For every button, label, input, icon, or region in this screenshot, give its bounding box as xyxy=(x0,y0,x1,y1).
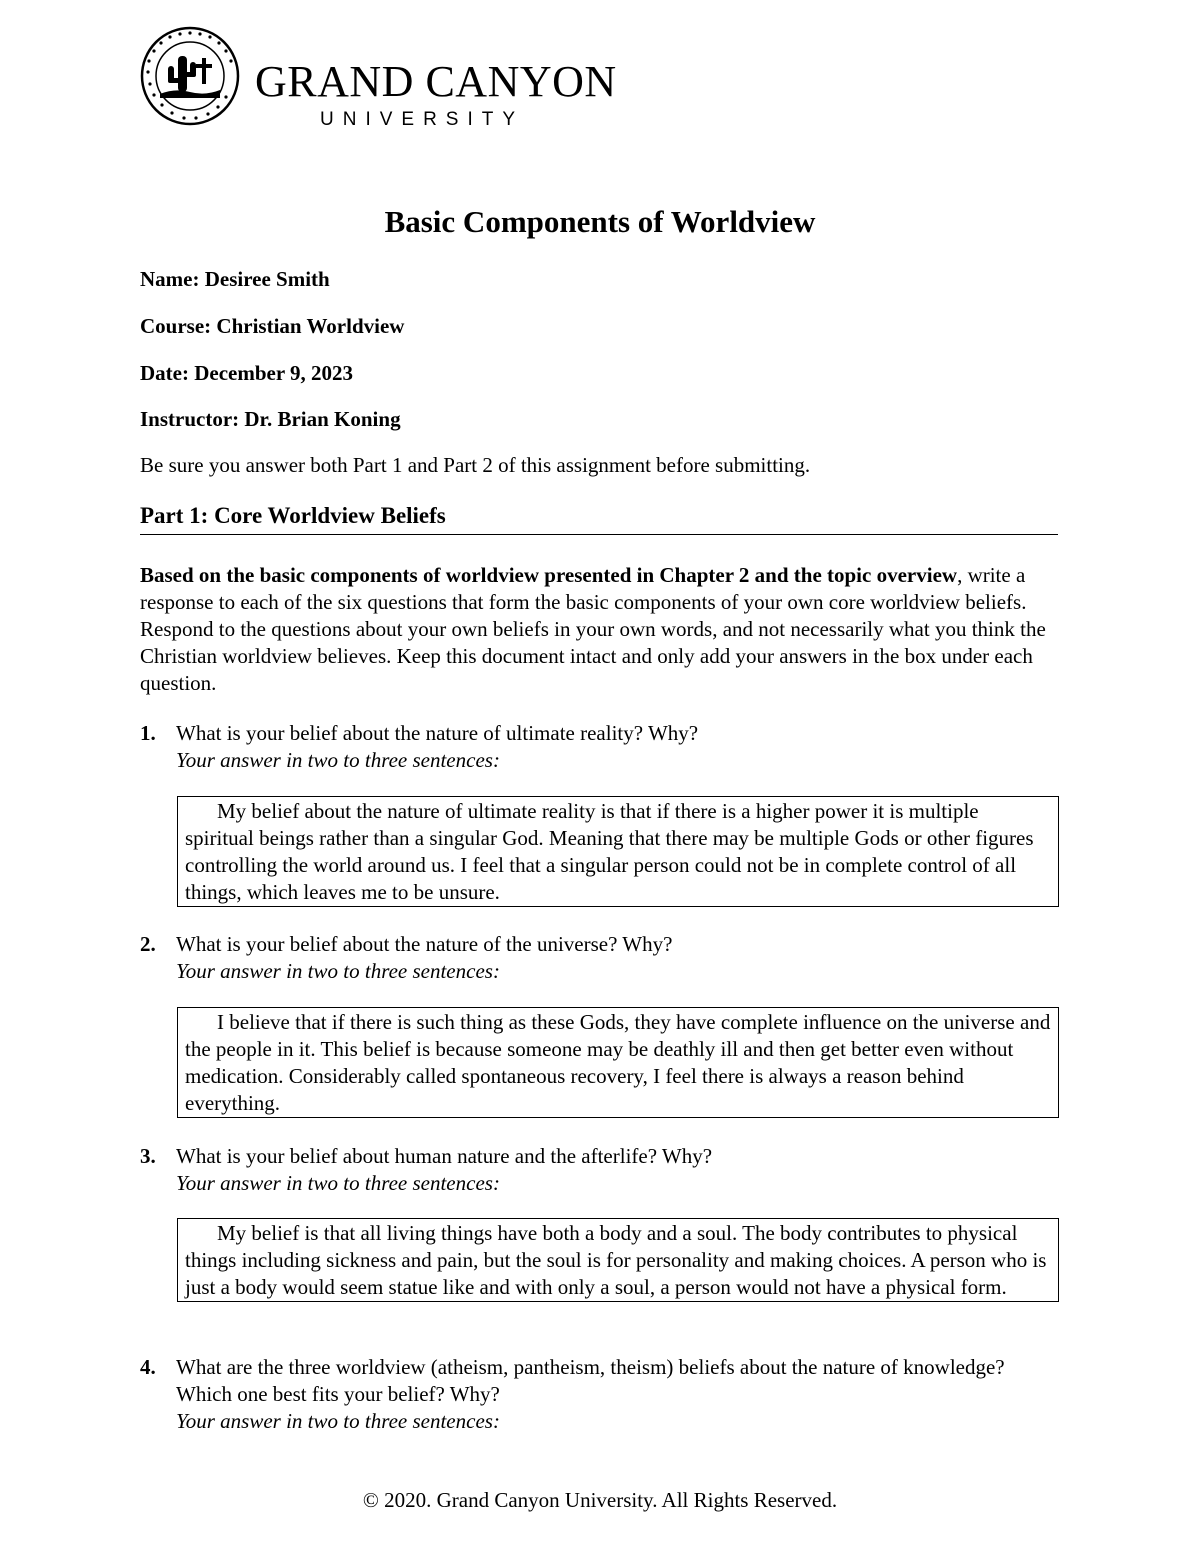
question-text: What is your belief about the nature of the universe? Why? xyxy=(176,932,673,956)
question-text: What is your belief about human nature and the afterlife? Why? xyxy=(176,1144,713,1168)
question-number: 1. xyxy=(140,721,156,745)
answer-prompt: Your answer in two to three sentences: xyxy=(176,1409,500,1433)
answer-box-1[interactable] xyxy=(177,796,1059,907)
student-name: Name: Desiree Smith xyxy=(140,267,330,291)
document-title: Basic Components of Worldview xyxy=(384,204,816,239)
part1-intro xyxy=(140,562,1058,697)
instructor-name: Instructor: Dr. Brian Koning xyxy=(140,407,401,431)
submission-date: Date: December 9, 2023 xyxy=(140,361,354,385)
question-text: What is your belief about the nature of ultimate reality? Why? xyxy=(176,721,699,745)
question-2 xyxy=(140,931,1058,985)
question-number: 4. xyxy=(140,1355,156,1379)
answer-text: My belief about the nature of ultimate reality is that if there is a higher power it is multiple spiritual beings rather than a singular God. Meaning that there may be multiple Gods or other figures controlling the world around us. I feel that a singular person could not be in complete control of all things, which leaves me to be unsure. xyxy=(185,799,1034,904)
part1-intro-text: , write a response to each of the six questions that form the basic components of your own core worldview beliefs. Respond to the questions about your own beliefs in your own words, and not necessarily what you think the Christian worldview believes. Keep this document intact and only add your answers in the box under each question. xyxy=(140,563,1046,695)
question-number: 2. xyxy=(140,932,156,956)
university-seal-icon xyxy=(140,26,240,126)
answer-text: My belief is that all living things have both a body and a soul. The body contributes to physical things including sickness and pain, but the soul is for personality and making choices. A person who is just a body would seem statue like and with only a soul, a person would not have a physical form. xyxy=(185,1221,1047,1299)
part1-heading: Part 1: Core Worldview Beliefs xyxy=(140,502,1058,535)
answer-text: I believe that if there is such thing as these Gods, they have complete influence on the universe and the people in it. This belief is because someone may be deathly ill and then get better even without medication. Considerably called spontaneous recovery, I feel there is always a reason behind everything. xyxy=(185,1010,1051,1115)
answer-prompt: Your answer in two to three sentences: xyxy=(176,1171,500,1195)
answer-box-3[interactable] xyxy=(177,1218,1059,1302)
course-name: Course: Christian Worldview xyxy=(140,314,405,338)
answer-prompt: Your answer in two to three sentences: xyxy=(176,748,500,772)
answer-box-2[interactable] xyxy=(177,1007,1059,1118)
logo-wordmark-bottom: UNIVERSITY xyxy=(320,109,525,130)
university-logo xyxy=(140,26,620,136)
question-number: 3. xyxy=(140,1144,156,1168)
submission-instruction: Be sure you answer both Part 1 and Part 2 of this assignment before submitting. xyxy=(140,453,811,477)
answer-prompt: Your answer in two to three sentences: xyxy=(176,959,500,983)
question-3 xyxy=(140,1143,1058,1197)
part1-intro-bold: Based on the basic components of worldview presented in Chapter 2 and the topic overview xyxy=(140,563,958,587)
question-text: What are the three worldview (atheism, pantheism, theism) beliefs about the nature of knowledge? Which one best fits your belief? Why? xyxy=(176,1355,1005,1406)
copyright-footer: © 2020. Grand Canyon University. All Rights Reserved. xyxy=(362,1488,838,1512)
question-4 xyxy=(140,1354,1058,1435)
logo-wordmark-top: GRAND CANYON xyxy=(255,57,617,106)
question-1 xyxy=(140,720,1058,774)
